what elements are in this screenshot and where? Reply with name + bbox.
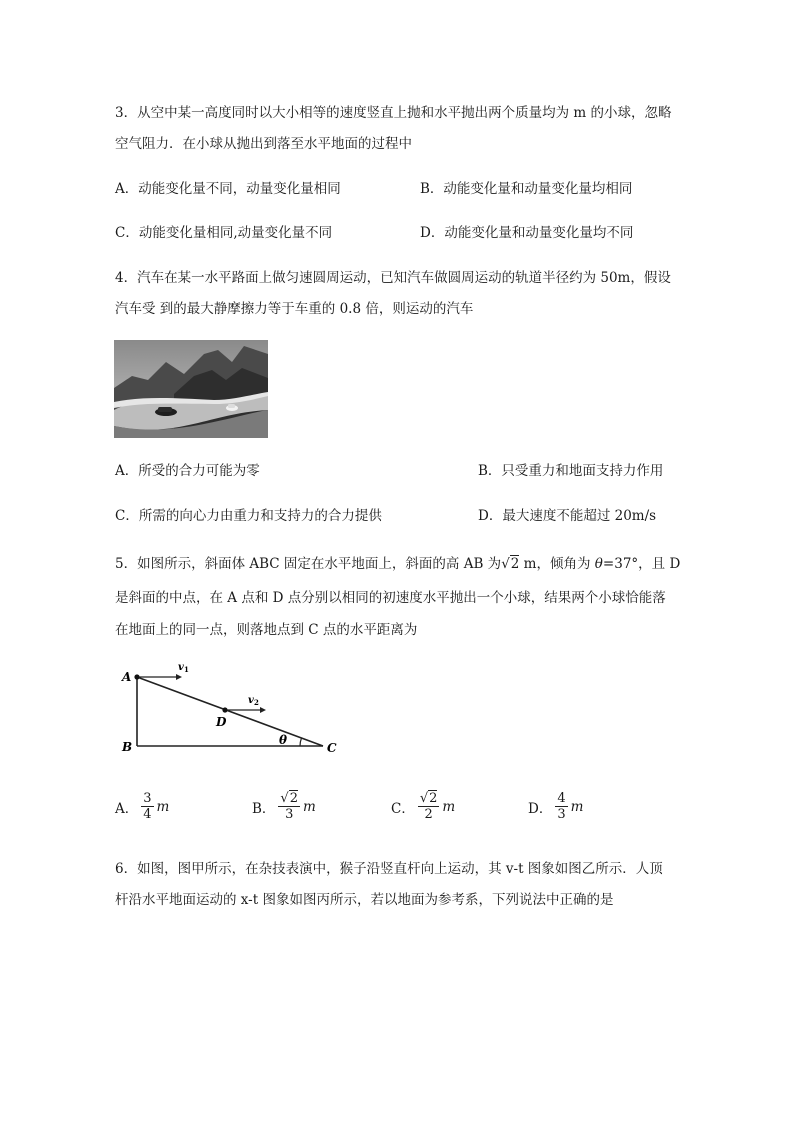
label-v1-sub: 1 [184, 665, 189, 674]
q3-option-c: C．动能变化量相同,动量变化量不同 [115, 225, 333, 241]
q5-stem-line2: 是斜面的中点，在 A 点和 D 点分别以相同的初速度水平抛出一个小球，结果两个小球恰能落 [115, 590, 666, 606]
arrow-v2-head [260, 707, 266, 713]
q5-option-d [528, 791, 583, 822]
q5-stem-line3: 在地面上的同一点，则落地点到 C 点的水平距离为 [115, 622, 418, 638]
q5-stem-line1-post: =37°，且 D [602, 556, 681, 572]
label-v1: v [178, 662, 184, 673]
slope-ac [137, 677, 323, 746]
q4-option-a: A．所受的合力可能为零 [115, 463, 260, 479]
label-a: A [122, 670, 132, 684]
label-theta: θ [279, 733, 288, 747]
sqrt-symbol: √2 [280, 791, 298, 806]
q3-option-b: B．动能变化量和动量变化量均相同 [420, 181, 633, 197]
q4-option-b: B．只受重力和地面支持力作用 [478, 463, 664, 479]
arrow-v1-head [176, 674, 182, 680]
fraction [555, 791, 567, 822]
option-label: B． [252, 800, 276, 817]
fraction-radicand: 2 [289, 791, 298, 806]
option-label: D． [528, 800, 553, 817]
option-unit: m [442, 798, 456, 815]
fraction-numerator: 3 [143, 791, 152, 806]
fraction-numerator: 4 [557, 791, 566, 806]
q3-option-a: A．动能变化量不同，动量变化量相同 [115, 181, 341, 197]
q4-option-d: D．最大速度不能超过 20m/s [478, 508, 657, 524]
fraction-numerator [418, 791, 440, 807]
angle-arc [300, 738, 302, 746]
road-curve-photo-illustration [114, 340, 268, 438]
label-c: C [327, 741, 337, 755]
q5-stem-theta: θ [594, 556, 603, 572]
incline-figure [110, 660, 350, 760]
option-label: A． [115, 800, 139, 817]
q4-stem-line1: 4．汽车在某一水平路面上做匀速圆周运动，已知汽车做圆周运动的轨道半径约为 50m，假设 [115, 270, 671, 286]
sqrt-symbol: √2 [501, 556, 520, 572]
q5-stem-line1-mid: m，倾角为 [519, 556, 595, 572]
label-d: D [216, 715, 227, 729]
q5-stem-radicand: 2 [510, 556, 520, 572]
q5-stem-line1 [115, 555, 680, 573]
fraction-denominator: 2 [424, 807, 433, 822]
label-b: B [122, 740, 133, 754]
q3-option-d: D．动能变化量和动量变化量均不同 [420, 225, 634, 241]
option-unit: m [156, 798, 170, 815]
q3-stem-line2: 空气阻力．在小球从抛出到落至水平地面的过程中 [115, 136, 412, 152]
q3-stem-line1: 3．从空中某一高度同时以大小相等的速度竖直上抛和水平抛出两个质量均为 m 的小球，忽略 [115, 105, 672, 121]
option-unit: m [570, 798, 584, 815]
fraction-denominator: 3 [557, 807, 566, 822]
fraction [278, 791, 300, 822]
q6-stem-line2: 杆沿水平地面运动的 x-t 图象如图丙所示，若以地面为参考系，下列说法中正确的是 [115, 892, 614, 908]
q5-option-c [391, 791, 455, 822]
road-curve-photo [114, 340, 268, 438]
option-label: C． [391, 800, 415, 817]
label-v2: v [248, 695, 254, 706]
q6-stem-line1: 6．如图，图甲所示，在杂技表演中，猴子沿竖直杆向上运动，其 v-t 图象如图乙所示．人顶 [115, 861, 663, 877]
q5-option-b [252, 791, 316, 822]
q5-stem-line1-pre: 5．如图所示，斜面体 ABC 固定在水平地面上，斜面的高 AB 为 [115, 556, 502, 572]
q5-option-a [115, 791, 169, 822]
sqrt-symbol: √2 [419, 791, 438, 806]
label-v2-sub: 2 [254, 698, 259, 707]
fraction-radicand: 2 [429, 791, 438, 806]
q4-option-c: C．所需的向心力由重力和支持力的合力提供 [115, 508, 382, 524]
fraction [418, 791, 440, 822]
option-unit: m [303, 798, 316, 815]
point-a [134, 674, 139, 679]
point-d [222, 707, 227, 712]
fraction-denominator: 4 [143, 807, 152, 822]
q4-stem-line2: 汽车受 到的最大静摩擦力等于车重的 0.8 倍，则运动的汽车 [115, 301, 474, 317]
fraction-denominator: 3 [285, 807, 294, 822]
fraction [141, 791, 153, 822]
fraction-numerator [278, 791, 300, 807]
